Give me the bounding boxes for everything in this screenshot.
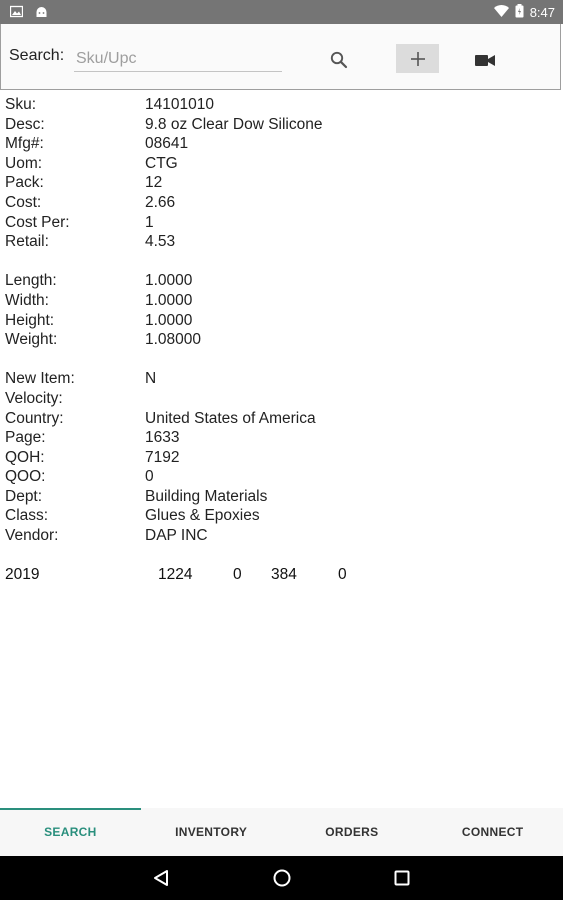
tab-inventory[interactable]: INVENTORY: [175, 825, 248, 839]
detail-label: Country:: [5, 409, 64, 427]
detail-label: QOO:: [5, 468, 46, 486]
detail-value: 1.0000: [145, 272, 193, 290]
detail-value: CTG: [145, 154, 178, 172]
detail-value: 1.08000: [145, 331, 202, 349]
detail-row-country: [5, 409, 555, 429]
home-circle-icon: [273, 869, 291, 887]
detail-row-qoo: [5, 467, 555, 487]
search-input[interactable]: [74, 46, 282, 72]
search-icon: [330, 51, 348, 69]
detail-label: Desc:: [5, 115, 45, 133]
detail-value: 7192: [145, 448, 180, 466]
detail-row-class: [5, 506, 555, 526]
detail-row-qoh: [5, 448, 555, 468]
detail-value: Building Materials: [145, 487, 268, 505]
detail-label: Length:: [5, 272, 57, 290]
item-details: [5, 95, 555, 585]
detail-row-new-item: [5, 369, 555, 389]
search-label: Search:: [9, 47, 65, 64]
add-button[interactable]: [396, 44, 439, 73]
detail-value: 9.8 oz Clear Dow Silicone: [145, 115, 323, 133]
detail-value: 14101010: [145, 96, 214, 113]
detail-label: Width:: [5, 291, 49, 309]
history-value: 0: [338, 566, 347, 584]
status-bar: [0, 0, 563, 24]
detail-label: Mfg#:: [5, 135, 44, 153]
detail-label: Retail:: [5, 233, 49, 251]
home-button[interactable]: [269, 866, 295, 890]
detail-row-sku: [5, 95, 555, 115]
detail-value: 1633: [145, 429, 180, 447]
battery-icon: [515, 4, 524, 21]
detail-label: Cost:: [5, 193, 42, 211]
tab-orders[interactable]: ORDERS: [325, 825, 379, 839]
recents-button[interactable]: [389, 866, 415, 890]
detail-value: Glues & Epoxies: [145, 507, 260, 525]
detail-value: DAP INC: [145, 527, 208, 545]
detail-label: Pack:: [5, 174, 44, 192]
detail-value: N: [145, 370, 157, 388]
detail-row-page: [5, 428, 555, 448]
detail-row-length: [5, 271, 555, 291]
detail-label: Cost Per:: [5, 213, 70, 231]
detail-label: Sku:: [5, 96, 37, 113]
history-value: 1224: [158, 566, 193, 584]
detail-row-weight: [5, 330, 555, 350]
back-triangle-icon: [152, 869, 170, 887]
android-notification-icon: [35, 5, 48, 23]
history-value: 0: [233, 566, 242, 584]
detail-row-height: [5, 311, 555, 331]
detail-label: Dept:: [5, 487, 43, 505]
detail-row-width: [5, 291, 555, 311]
detail-row-dept: [5, 487, 555, 507]
history-year: 2019: [5, 566, 40, 584]
video-camera-icon: [475, 54, 495, 67]
detail-value: 1.0000: [145, 291, 193, 309]
image-notification-icon: [10, 5, 23, 23]
scan-camera-button[interactable]: [467, 46, 503, 74]
tab-connect[interactable]: CONNECT: [461, 825, 524, 839]
detail-value: 1: [145, 213, 154, 231]
detail-row-cost-per: [5, 213, 555, 233]
detail-value: 1.0000: [145, 311, 193, 329]
detail-row-mfg: [5, 134, 555, 154]
detail-label: Page:: [5, 429, 46, 447]
detail-row-retail: [5, 232, 555, 252]
detail-value: United States of America: [145, 409, 316, 427]
search-toolbar: [0, 24, 561, 90]
detail-label: Velocity:: [5, 389, 63, 407]
detail-row-velocity: [5, 389, 555, 409]
bottom-tab-bar: [0, 808, 563, 856]
detail-value: 2.66: [145, 193, 176, 211]
detail-value: 0: [145, 468, 154, 486]
detail-label: New Item:: [5, 370, 75, 388]
detail-label: Vendor:: [5, 527, 59, 545]
search-button[interactable]: [323, 46, 355, 74]
detail-value: 08641: [145, 135, 189, 153]
detail-value: 12: [145, 174, 163, 192]
detail-label: Weight:: [5, 331, 58, 349]
detail-row-vendor: [5, 526, 555, 546]
back-button[interactable]: [148, 866, 174, 890]
detail-row-uom: [5, 154, 555, 174]
system-navigation-bar: [0, 856, 563, 900]
detail-label: Uom:: [5, 154, 43, 172]
plus-icon: [410, 51, 426, 67]
detail-label: QOH:: [5, 448, 45, 466]
detail-row-desc: [5, 115, 555, 135]
wifi-icon: [494, 5, 509, 20]
history-value: 384: [271, 566, 297, 584]
clock: 8:47: [529, 5, 555, 20]
detail-value: 4.53: [145, 233, 176, 251]
tab-search[interactable]: SEARCH: [0, 808, 141, 856]
detail-label: Class:: [5, 507, 49, 525]
detail-row-cost: [5, 193, 555, 213]
history-row: [5, 565, 555, 585]
detail-label: Height:: [5, 311, 55, 329]
detail-row-pack: [5, 173, 555, 193]
recents-square-icon: [394, 870, 410, 886]
